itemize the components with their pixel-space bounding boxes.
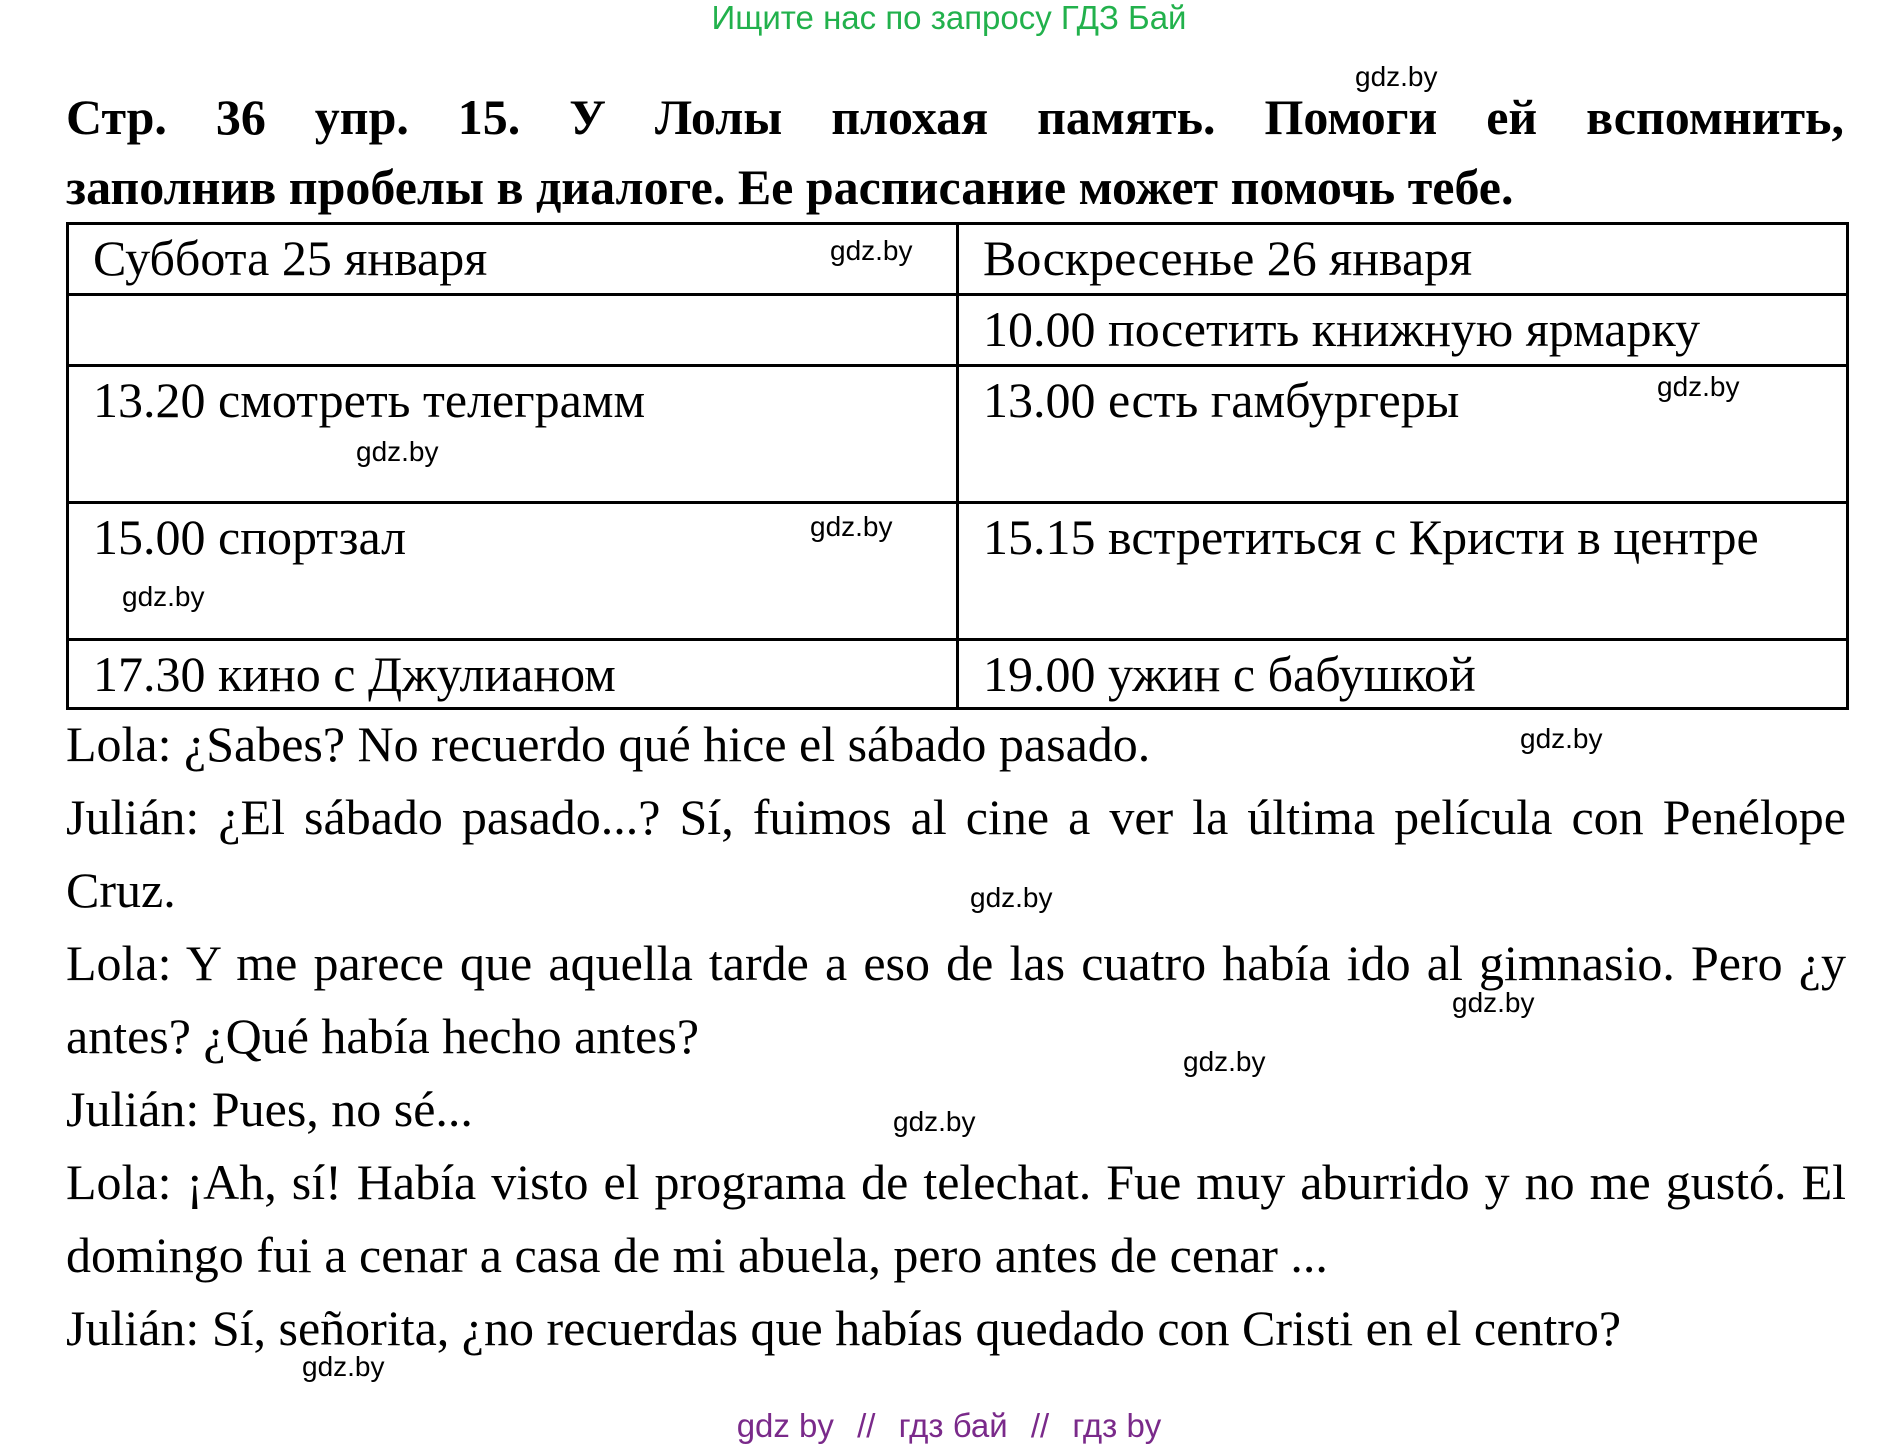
watermark: gdz.by	[302, 1351, 385, 1382]
sunday-cell: 13.00 есть гамбургеры	[958, 366, 1848, 503]
footer-separator: //	[857, 1407, 876, 1444]
saturday-cell: 17.30 кино с Джулианом	[68, 640, 958, 709]
watermark: gdz.by	[970, 882, 1053, 913]
table-row	[68, 503, 1848, 640]
table-row	[68, 366, 1848, 503]
footer-link[interactable]: gdz by	[736, 1407, 834, 1444]
watermark: gdz.by	[893, 1106, 976, 1137]
top-banner: Ищите нас по запросу ГДЗ Бай	[711, 0, 1187, 36]
header-sunday: Воскресенье 26 января	[958, 224, 1848, 295]
watermark: gdz.by	[122, 581, 205, 612]
watermark: gdz.by	[1452, 987, 1535, 1018]
footer-links	[0, 1408, 1898, 1444]
heading-line-1: Стр. 36 упр. 15. У Лолы плохая память. Помоги ей вспомнить,	[66, 89, 1844, 145]
saturday-cell: 13.20 смотреть телеграмм	[68, 366, 958, 503]
watermark: gdz.by	[1520, 723, 1603, 754]
saturday-cell	[68, 295, 958, 366]
saturday-cell: 15.00 спортзал	[68, 503, 958, 640]
footer-link[interactable]: гдз by	[1072, 1407, 1162, 1444]
watermark: gdz.by	[810, 511, 893, 542]
dialogue-line: Lola: Y me parece que aquella tarde a eso de las cuatro había ido al gimnasio. Pero ¿y antes? ¿Qué había hecho antes?	[66, 935, 1846, 1064]
dialogue-line: Lola: ¿Sabes? No recuerdo qué hice el sábado pasado.	[66, 716, 1151, 772]
dialogue-line: Julián: Pues, no sé...	[66, 1081, 473, 1137]
exercise-heading	[66, 82, 1844, 222]
dialogue-line: Julián: Sí, señorita, ¿no recuerdas que habías quedado con Cristi en el centro?	[66, 1300, 1622, 1356]
footer-link[interactable]: гдз бай	[898, 1407, 1008, 1444]
table-row	[68, 640, 1848, 709]
heading-line-2: заполнив пробелы в диалоге. Ее расписание может помочь тебе.	[66, 159, 1514, 215]
watermark: gdz.by	[1355, 61, 1438, 92]
dialogue-line: Julián: ¿El sábado pasado...? Sí, fuimos al cine a ver la última película con Penélope Cruz.	[66, 789, 1846, 918]
dialogue	[66, 708, 1846, 1365]
watermark: gdz.by	[356, 436, 439, 467]
sunday-cell: 19.00 ужин с бабушкой	[958, 640, 1848, 709]
schedule-header-row	[68, 224, 1848, 295]
table-row	[68, 295, 1848, 366]
watermark: gdz.by	[830, 235, 913, 266]
sunday-cell: 15.15 встретиться с Кристи в центре	[958, 503, 1848, 640]
footer-separator: //	[1030, 1407, 1050, 1444]
header-saturday: Суббота 25 января	[68, 224, 958, 295]
watermark: gdz.by	[1183, 1046, 1266, 1077]
watermark: gdz.by	[1657, 371, 1740, 402]
schedule-table	[66, 222, 1849, 710]
sunday-cell: 10.00 посетить книжную ярмарку	[958, 295, 1848, 366]
dialogue-line: Lola: ¡Ah, sí! Había visto el programa de telechat. Fue muy aburrido y no me gustó. El domingo fui a cenar a casa de mi abuela, pero antes de cenar ...	[66, 1154, 1846, 1283]
